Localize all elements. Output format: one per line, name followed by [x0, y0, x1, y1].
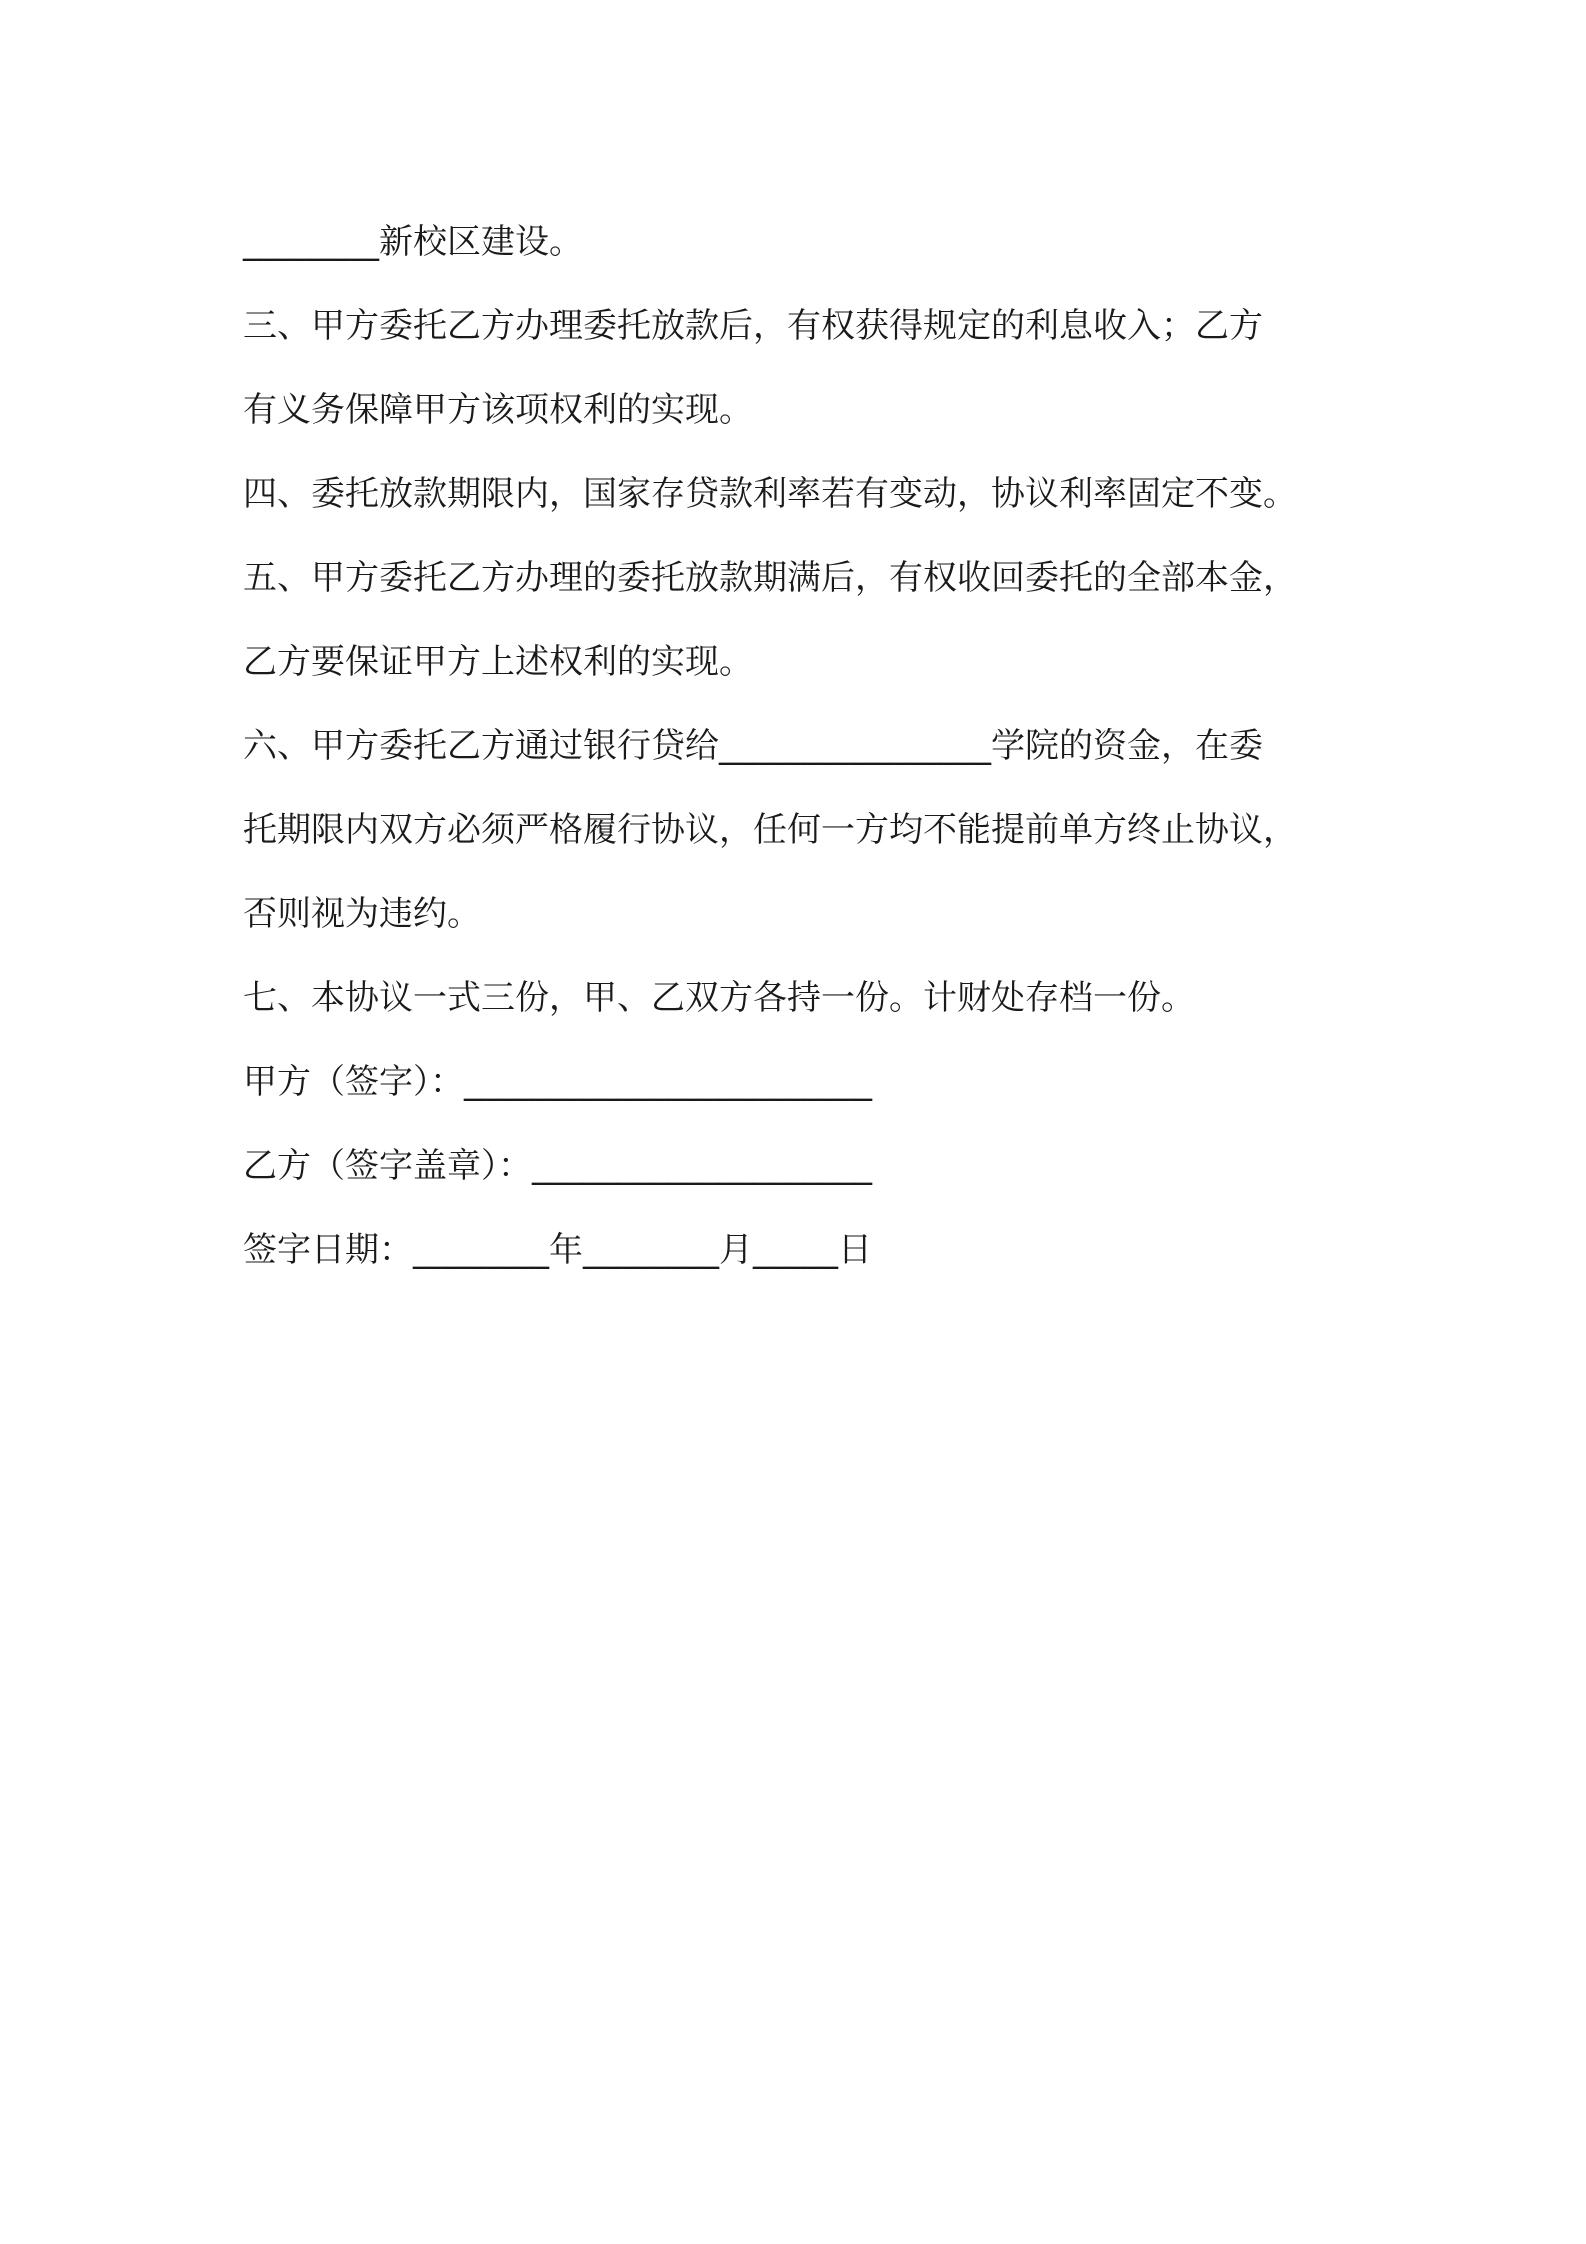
- clause-5-line-2: 乙方要保证甲方上述权利的实现。: [243, 642, 753, 682]
- clause-6-line-3: 否则视为违约。: [243, 894, 481, 934]
- clause-6-line-1: 六、甲方委托乙方通过银行贷给________________学院的资金，在委: [243, 726, 1263, 766]
- clause-3-line-1: 三、甲方委托乙方办理委托放款后，有权获得规定的利息收入；乙方: [243, 306, 1263, 346]
- party-a-signature-line: 甲方（签字）：________________________: [243, 1062, 872, 1102]
- signature-date-line: 签字日期：________年________月_____日: [243, 1230, 872, 1270]
- clause-6-line-2: 托期限内双方必须严格履行协议，任何一方均不能提前单方终止协议，: [243, 810, 1297, 850]
- clause-7: 七、本协议一式三份，甲、乙双方各持一份。计财处存档一份。: [243, 978, 1195, 1018]
- clause-3-line-2: 有义务保障甲方该项权利的实现。: [243, 390, 753, 430]
- document-body: [243, 200, 1383, 1292]
- party-b-signature-line: 乙方（签字盖章）：____________________: [243, 1146, 872, 1186]
- clause-5-line-1: 五、甲方委托乙方办理的委托放款期满后，有权收回委托的全部本金，: [243, 558, 1297, 598]
- clause-4: 四、委托放款期限内，国家存贷款利率若有变动，协议利率固定不变。: [243, 474, 1297, 514]
- text-line-campus-construction: ________新校区建设。: [243, 222, 583, 262]
